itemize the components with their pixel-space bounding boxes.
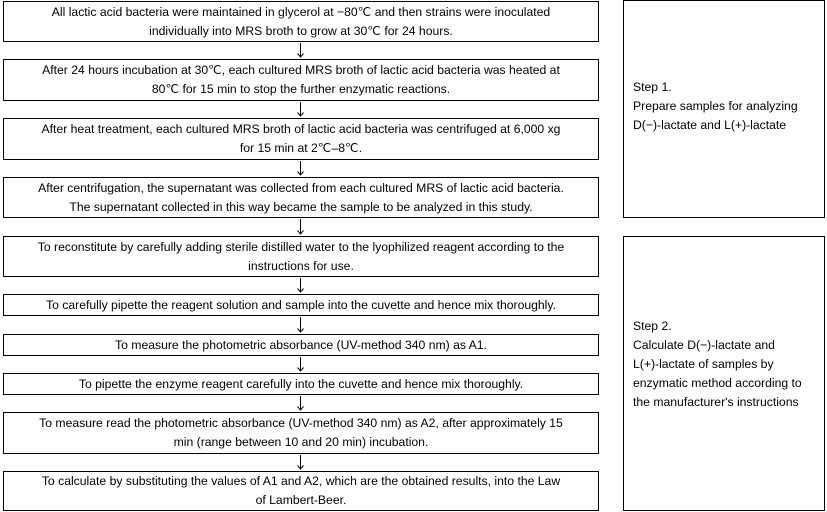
step-4-line-1: After centrifugation, the supernatant was collected from each cultured MRS of lactic acid bacteria.	[38, 180, 564, 195]
arrow-down-icon	[296, 161, 305, 176]
phase-1-line-1: Prepare samples for analyzing	[633, 99, 798, 113]
arrow-down-icon	[296, 455, 305, 470]
step-box-2	[3, 59, 599, 101]
step-4-line-2: The supernatant collected in this way became the sample to be analyzed in this study.	[69, 199, 533, 214]
step-box-7	[3, 334, 599, 356]
step-5-line-2: instructions for use.	[248, 258, 354, 273]
phase-1-line-2: D(−)-lactate and L(+)-lactate	[633, 118, 787, 132]
step-box-9	[3, 412, 599, 454]
step-6-line-1: To carefully pipette the reagent solution and sample into the cuvette and hence mix thoroughly.	[46, 297, 556, 312]
step-10-line-2: of Lambert-Beer.	[255, 493, 347, 507]
arrow-down-icon	[296, 317, 305, 333]
phase-2-line-2: L(+)-lactate of samples by	[633, 357, 774, 371]
phase-box-2	[623, 236, 825, 511]
step-1-line-2: individually into MRS broth to grow at 30℃ for 24 hours.	[149, 23, 453, 38]
step-box-3	[3, 118, 599, 160]
step-9-line-2: min (range between 10 and 20 min) incubation.	[173, 435, 429, 449]
step-2-line-1: After 24 hours incubation at 30℃, each cultured MRS broth of lactic acid bacteria was heated at	[42, 63, 560, 77]
step-7-line-1: To measure the photometric absorbance (UV-method 340 nm) as A1.	[115, 337, 487, 352]
step-1-line-1: All lactic acid bacteria were maintained in glycerol at −80℃ and then strains were inoculated	[51, 4, 551, 19]
step-box-5	[3, 236, 599, 277]
step-box-10	[3, 471, 599, 511]
arrow-down-icon	[296, 43, 305, 58]
arrow-down-icon	[296, 102, 305, 117]
step-10-line-1: To calculate by substituting the values of A1 and A2, which are the obtained results, into the Law	[41, 474, 561, 488]
arrow-down-icon	[296, 396, 305, 411]
step-box-4	[3, 177, 599, 218]
step-8-line-1: To pipette the enzyme reagent carefully into the cuvette and hence mix thoroughly.	[78, 376, 524, 391]
step-2-line-2: 80℃ for 15 min to stop the further enzymatic reactions.	[151, 82, 451, 96]
step-3-line-1: After heat treatment, each cultured MRS broth of lactic acid bacteria was centrifuged at 6,000 xg	[41, 122, 561, 136]
phase-1-title: Step 1.	[633, 80, 672, 94]
step-box-1	[3, 1, 599, 42]
arrow-down-icon	[296, 219, 305, 235]
phase-2-title: Step 2.	[633, 319, 672, 333]
arrow-down-icon	[296, 278, 305, 293]
phase-2-line-3: enzymatic method according to	[633, 376, 802, 390]
step-3-line-2: for 15 min at 2℃–8℃.	[239, 141, 363, 155]
step-box-6	[3, 294, 599, 316]
step-9-line-1: To measure read the photometric absorbance (UV-method 340 nm) as A2, after approximately 15	[39, 416, 563, 430]
step-box-8	[3, 373, 599, 395]
phase-box-1	[623, 0, 825, 218]
arrow-down-icon	[296, 357, 305, 372]
phase-2-line-1: Calculate D(−)-lactate and	[633, 338, 775, 352]
phase-2-line-4: the manufacturer's instructions	[633, 395, 799, 409]
step-5-line-1: To reconstitute by carefully adding sterile distilled water to the lyophilized reagent according to the	[37, 239, 565, 254]
